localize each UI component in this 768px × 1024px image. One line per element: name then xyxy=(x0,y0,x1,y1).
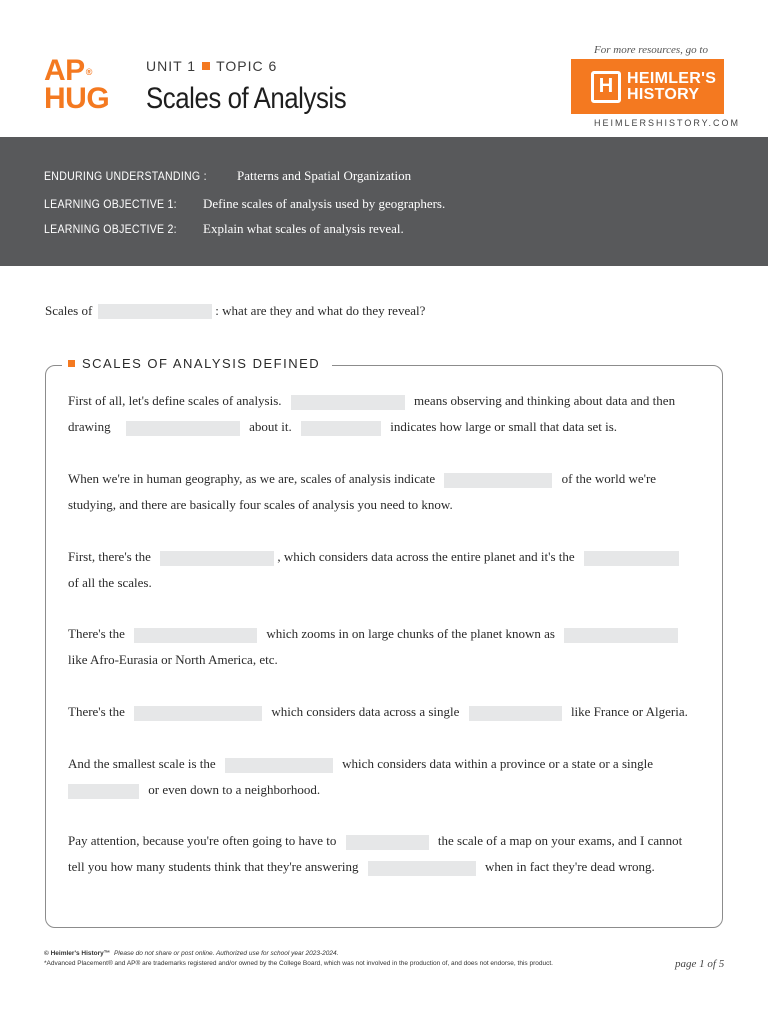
unit-topic-line xyxy=(146,58,277,74)
text-segment: like France or Algeria. xyxy=(570,704,688,719)
brand-name xyxy=(627,71,716,103)
text-segment: First of all, let's define scales of analysis. xyxy=(68,393,282,408)
enduring-understanding-row xyxy=(44,168,411,184)
logo-line-hug: HUG xyxy=(44,82,110,115)
paragraph-1-line-1 xyxy=(68,392,675,410)
topic-label: TOPIC 6 xyxy=(216,58,278,74)
heading-bullet-icon xyxy=(68,360,75,367)
text-segment: And the smallest scale is the xyxy=(68,756,216,771)
fill-in-blank[interactable] xyxy=(291,395,405,410)
learning-objective-2-label: LEARNING OBJECTIVE 2: xyxy=(44,222,177,236)
text-segment: When we're in human geography, as we are, scales of analysis indicate xyxy=(68,471,436,486)
section-heading-text: SCALES OF ANALYSIS DEFINED xyxy=(82,356,321,371)
fill-in-blank[interactable] xyxy=(160,551,274,566)
page-number: page 1 of 5 xyxy=(675,958,725,970)
text-segment: which zooms in on large chunks of the planet known as xyxy=(266,626,555,641)
fill-in-blank[interactable] xyxy=(301,421,381,436)
text-segment: There's the xyxy=(68,626,125,641)
enduring-understanding-label: ENDURING UNDERSTANDING : xyxy=(44,169,207,183)
brand-url-link[interactable]: HEIMLERSHISTORY.COM xyxy=(594,118,741,128)
intro-text-before: Scales of xyxy=(45,303,93,318)
copyright-text: © Heimler's History™ xyxy=(44,950,111,957)
fill-in-blank[interactable] xyxy=(346,835,429,850)
text-segment: First, there's the xyxy=(68,549,151,564)
usage-notice: Please do not share or post online. Authorized use for school year 2023-2024. xyxy=(113,950,339,957)
text-segment: which considers data across a single xyxy=(271,704,460,719)
resources-caption: For more resources, go to xyxy=(594,44,708,56)
paragraph-4-line-2 xyxy=(68,651,278,669)
paragraph-2-line-1 xyxy=(68,470,656,488)
heimlers-history-logo[interactable] xyxy=(571,59,724,114)
fill-in-blank[interactable] xyxy=(98,304,212,319)
logo-line-ap: AP xyxy=(44,54,85,87)
paragraph-6-line-1 xyxy=(68,755,653,773)
text-segment: drawing xyxy=(68,419,111,434)
paragraph-3-line-2 xyxy=(68,574,152,592)
fill-in-blank[interactable] xyxy=(225,758,333,773)
text-segment: of the world we're xyxy=(561,471,657,486)
learning-objective-1-text: Define scales of analysis used by geographers. xyxy=(203,196,446,211)
heimler-h-icon: H xyxy=(591,71,621,103)
learning-objective-1-row xyxy=(44,196,445,212)
paragraph-7-line-2 xyxy=(68,858,655,876)
objectives-banner xyxy=(0,137,768,266)
fill-in-blank[interactable] xyxy=(134,706,262,721)
ap-hug-logo xyxy=(44,54,110,115)
intro-question xyxy=(45,303,425,319)
brand-name-line1: HEIMLER'S xyxy=(627,69,717,87)
text-segment: like Afro-Eurasia or North America, etc. xyxy=(68,652,278,667)
brand-name-line2: HISTORY xyxy=(627,85,700,103)
paragraph-5-line-1 xyxy=(68,703,688,721)
paragraph-3-line-1 xyxy=(68,548,679,566)
text-segment: the scale of a map on your exams, and I cannot xyxy=(437,833,683,848)
footer-copyright xyxy=(44,950,338,957)
fill-in-blank[interactable] xyxy=(469,706,562,721)
enduring-understanding-text: Patterns and Spatial Organization xyxy=(237,168,412,183)
fill-in-blank[interactable] xyxy=(584,551,679,566)
paragraph-7-line-1 xyxy=(68,832,682,850)
paragraph-4-line-1 xyxy=(68,625,678,643)
fill-in-blank[interactable] xyxy=(68,784,139,799)
section-heading xyxy=(62,356,332,371)
fill-in-blank[interactable] xyxy=(444,473,552,488)
learning-objective-1-label: LEARNING OBJECTIVE 1: xyxy=(44,197,177,211)
logo-registered-mark: ® xyxy=(85,67,92,77)
unit-label: UNIT 1 xyxy=(146,58,197,74)
text-segment: about it. xyxy=(249,419,292,434)
unit-separator xyxy=(202,62,210,70)
text-segment: of all the scales. xyxy=(68,575,152,590)
text-segment: which considers data within a province or a state or a single xyxy=(342,756,653,771)
text-segment: when in fact they're dead wrong. xyxy=(484,859,655,874)
intro-text-after: : what are they and what do they reveal? xyxy=(215,303,426,318)
text-segment: indicates how large or small that data set is. xyxy=(390,419,618,434)
text-segment: Pay attention, because you're often going to have to xyxy=(68,833,337,848)
text-segment: means observing and thinking about data and then xyxy=(414,393,676,408)
fill-in-blank[interactable] xyxy=(126,421,240,436)
text-segment: , which considers data across the entire planet and it's the xyxy=(277,549,575,564)
fill-in-blank[interactable] xyxy=(134,628,257,643)
learning-objective-2-text: Explain what scales of analysis reveal. xyxy=(203,221,404,236)
fill-in-blank[interactable] xyxy=(368,861,476,876)
footer-trademark: *Advanced Placement® and AP® are trademarks registered and/or owned by the College Board, which was not involved in the production of, and does not endorse, this product. xyxy=(44,960,553,967)
learning-objective-2-row xyxy=(44,221,404,237)
paragraph-1-line-2 xyxy=(68,418,617,436)
text-segment: There's the xyxy=(68,704,125,719)
fill-in-blank[interactable] xyxy=(564,628,678,643)
paragraph-6-line-2 xyxy=(68,781,320,799)
page-title: Scales of Analysis xyxy=(146,82,347,115)
text-segment: studying, and there are basically four scales of analysis you need to know. xyxy=(68,497,453,512)
paragraph-2-line-2 xyxy=(68,496,453,514)
text-segment: or even down to a neighborhood. xyxy=(148,782,321,797)
text-segment: tell you how many students think that they're answering xyxy=(68,859,359,874)
